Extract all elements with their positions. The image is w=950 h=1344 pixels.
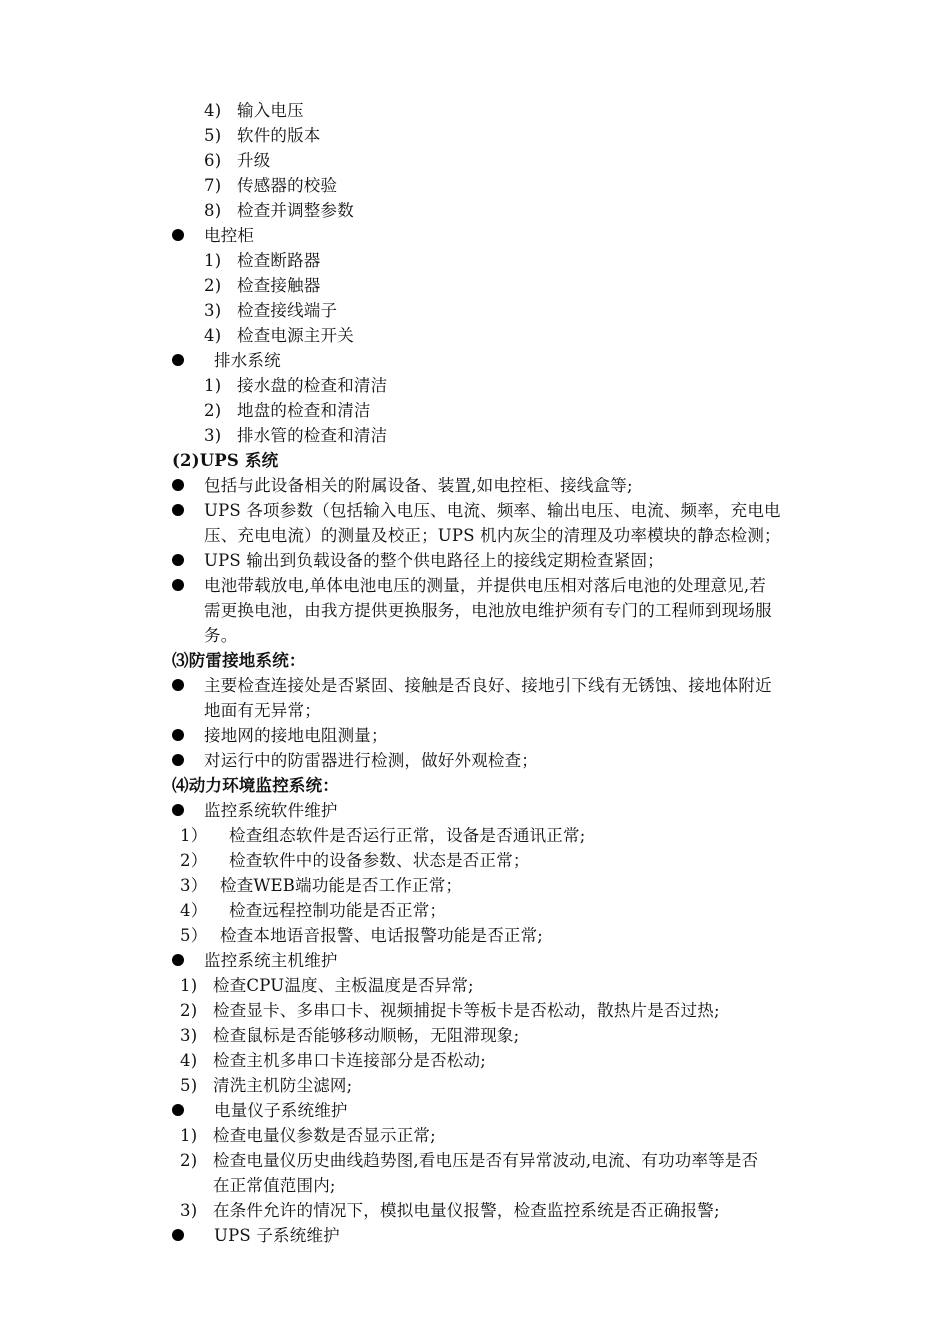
bullet-icon	[172, 679, 184, 691]
list-item: 检查断路器	[237, 251, 321, 270]
list-item: 检查电量仪参数是否显示正常;	[213, 1126, 436, 1145]
list-item: 接水盘的检查和清洁	[237, 376, 388, 395]
list-item-number: 2)	[180, 1001, 198, 1020]
bullet-text: 包括与此设备相关的附属设备、装置,如电控柜、接线盒等;	[204, 476, 633, 495]
bullet-text: 地面有无异常；	[204, 701, 321, 720]
section-heading: ⑷动力环境监控系统：	[172, 776, 339, 795]
list-item-number: 2)	[204, 401, 222, 420]
list-item: 检查本地语音报警、电话报警功能是否正常;	[220, 926, 544, 945]
list-item-number: 5)	[180, 1076, 198, 1095]
list-item: 检查电源主开关	[237, 326, 354, 345]
list-item-number: 4)	[180, 1051, 198, 1070]
section-heading: (2)UPS 系统	[172, 451, 279, 470]
list-item: 检查鼠标是否能够移动顺畅，无阻滞现象;	[213, 1026, 520, 1045]
bullet-text: UPS 输出到负载设备的整个供电路径上的接线定期检查紧固；	[204, 551, 664, 570]
bullet-icon	[172, 1229, 184, 1241]
bullet-icon	[172, 579, 184, 591]
list-item: 检查主机多串口卡连接部分是否松动;	[213, 1051, 486, 1070]
section-heading: ⑶防雷接地系统：	[172, 651, 306, 670]
list-item: 检查显卡、多串口卡、视频捕捉卡等板卡是否松动，散热片是否过热;	[213, 1001, 720, 1020]
list-item-number: 1)	[204, 376, 222, 395]
list-item-number: 7)	[204, 176, 222, 195]
bullet-text: 压、充电电流）的测量及校正；UPS 机内灰尘的清理及功率模块的静态检测；	[204, 526, 781, 545]
list-item-number: 4）	[180, 901, 208, 920]
bullet-icon	[172, 1104, 184, 1116]
list-item: 检查CPU温度、主板温度是否异常;	[213, 976, 474, 995]
list-item-number: 6)	[204, 151, 222, 170]
bullet-icon	[172, 729, 184, 741]
list-item-number: 5)	[204, 126, 222, 145]
subsection-title: 监控系统软件维护	[204, 801, 338, 820]
list-item: 软件的版本	[237, 126, 321, 145]
list-item-number: 5）	[180, 926, 208, 945]
subsection-title: 电量仪子系统维护	[214, 1101, 348, 1120]
list-item: 检查组态软件是否运行正常，设备是否通讯正常;	[229, 826, 586, 845]
list-item-number: 2）	[180, 851, 208, 870]
bullet-text: 主要检查连接处是否紧固、接触是否良好、接地引下线有无锈蚀、接地体附近	[204, 676, 772, 695]
bullet-text: 需更换电池，由我方提供更换服务，电池放电维护须有专门的工程师到现场服	[204, 601, 772, 620]
list-item-number: 1)	[204, 251, 222, 270]
subsection-title: UPS 子系统维护	[214, 1226, 340, 1245]
bullet-icon	[172, 229, 184, 241]
list-item-number: 4)	[204, 101, 222, 120]
subsection-title: 监控系统主机维护	[204, 951, 338, 970]
list-item-number: 1)	[180, 976, 198, 995]
list-item-number: 3)	[204, 301, 222, 320]
list-item: 传感器的校验	[237, 176, 338, 195]
bullet-icon	[172, 554, 184, 566]
bullet-text: 务。	[204, 626, 238, 645]
list-item: 地盘的检查和清洁	[237, 401, 371, 420]
bullet-icon	[172, 504, 184, 516]
list-item: 输入电压	[237, 101, 304, 120]
subsection-title: 电控柜	[204, 226, 255, 245]
list-item-number: 1)	[180, 1126, 198, 1145]
list-item: 清洗主机防尘滤网;	[213, 1076, 353, 1095]
bullet-icon	[172, 754, 184, 766]
bullet-text: UPS 各项参数（包括输入电压、电流、频率、输出电压、电流、频率，充电电	[204, 501, 781, 520]
bullet-icon	[172, 804, 184, 816]
list-item-number: 2)	[204, 276, 222, 295]
list-item: 升级	[237, 151, 271, 170]
list-item: 在正常值范围内;	[213, 1176, 336, 1195]
list-item-number: 3)	[204, 426, 222, 445]
list-item: 检查WEB端功能是否工作正常；	[220, 876, 463, 895]
bullet-text: 对运行中的防雷器进行检测，做好外观检查；	[204, 751, 538, 770]
bullet-icon	[172, 479, 184, 491]
bullet-text: 电池带载放电,单体电池电压的测量，并提供电压相对落后电池的处理意见,若	[204, 576, 766, 595]
list-item-number: 1）	[180, 826, 208, 845]
list-item: 排水管的检查和清洁	[237, 426, 388, 445]
bullet-text: 接地网的接地电阻测量；	[204, 726, 388, 745]
bullet-icon	[172, 954, 184, 966]
list-item-number: 4)	[204, 326, 222, 345]
list-item: 检查并调整参数	[237, 201, 354, 220]
list-item-number: 3)	[180, 1201, 198, 1220]
list-item-number: 3）	[180, 876, 208, 895]
list-item: 检查软件中的设备参数、状态是否正常；	[229, 851, 530, 870]
list-item: 检查接线端子	[237, 301, 338, 320]
list-item-number: 8)	[204, 201, 222, 220]
list-item: 检查远程控制功能是否正常；	[229, 901, 447, 920]
list-item-number: 3)	[180, 1026, 198, 1045]
list-item: 在条件允许的情况下，模拟电量仪报警，检查监控系统是否正确报警;	[213, 1201, 720, 1220]
list-item: 检查电量仪历史曲线趋势图,看电压是否有异常波动,电流、有功功率等是否	[213, 1151, 759, 1170]
list-item-number: 2)	[180, 1151, 198, 1170]
list-item: 检查接触器	[237, 276, 321, 295]
subsection-title: 排水系统	[214, 351, 281, 370]
bullet-icon	[172, 354, 184, 366]
